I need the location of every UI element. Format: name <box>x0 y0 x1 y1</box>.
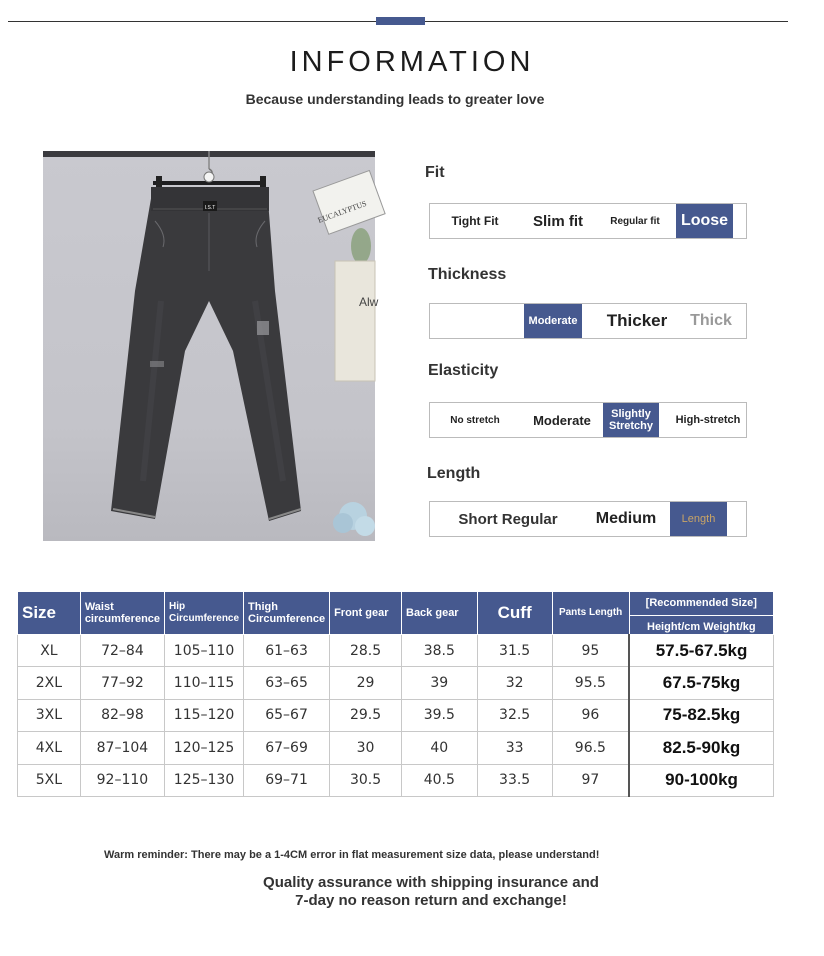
cell-cuff: 33 <box>477 732 552 764</box>
cell-recommended: 67.5-75kg <box>629 667 773 699</box>
cell-size: 4XL <box>18 732 81 764</box>
cell-pants-length: 96 <box>552 699 629 731</box>
top-accent-mark <box>376 17 425 25</box>
bag-label: Alw <box>359 295 379 309</box>
header-size: Size <box>18 592 81 635</box>
cell-hip: 125–130 <box>165 764 244 796</box>
header-back-gear: Back gear <box>402 592 478 635</box>
cell-recommended: 75-82.5kg <box>629 699 773 731</box>
cell-cuff: 33.5 <box>477 764 552 796</box>
elasticity-option-slightly-stretchy-selected: Slightly Stretchy <box>603 403 659 437</box>
cell-waist: 87–104 <box>80 732 164 764</box>
length-option-length-selected: Length <box>670 502 727 536</box>
cell-pants-length: 96.5 <box>552 732 629 764</box>
cell-waist: 72–84 <box>80 635 164 667</box>
cell-cuff: 32.5 <box>477 699 552 731</box>
length-label: Length <box>427 465 481 482</box>
table-row <box>18 732 774 764</box>
cell-thigh: 63–65 <box>244 667 330 699</box>
cell-size: 3XL <box>18 699 81 731</box>
length-option-short-regular: Short Regular <box>458 510 558 528</box>
cell-front-gear: 29.5 <box>330 699 402 731</box>
thickness-label: Thickness <box>428 266 507 283</box>
length-option-medium: Medium <box>595 510 657 527</box>
cell-thigh: 61–63 <box>244 635 330 667</box>
cell-front-gear: 28.5 <box>330 635 402 667</box>
page-title: INFORMATION <box>289 46 535 78</box>
cell-back-gear: 39 <box>402 667 478 699</box>
thickness-option-moderate-selected: Moderate <box>524 304 582 338</box>
thickness-scale <box>429 303 747 339</box>
cell-back-gear: 40 <box>402 732 478 764</box>
table-row <box>18 764 774 796</box>
warm-reminder-text: Warm reminder: There may be a 1-4CM error in flat measurement size data, please understand! <box>104 849 600 861</box>
header-hip: Hip Circumference <box>165 592 244 635</box>
cell-waist: 92–110 <box>80 764 164 796</box>
waist-label: I.S.T <box>204 205 216 211</box>
header-recommended-title: [Recommended Size] <box>630 593 773 616</box>
quality-line-2: 7-day no reason return and exchange! <box>295 892 567 909</box>
elasticity-scale <box>429 402 747 438</box>
page-subtitle: Because understanding leads to greater love <box>245 91 545 107</box>
cell-back-gear: 40.5 <box>402 764 478 796</box>
header-recommended <box>629 592 773 635</box>
cell-cuff: 31.5 <box>477 635 552 667</box>
fit-option-loose-selected: Loose <box>676 204 733 238</box>
cell-waist: 77–92 <box>80 667 164 699</box>
header-front-gear: Front gear <box>330 592 402 635</box>
cell-hip: 105–110 <box>165 635 244 667</box>
length-scale <box>429 501 747 537</box>
elasticity-option-no-stretch: No stretch <box>450 414 500 426</box>
cell-size: 2XL <box>18 667 81 699</box>
fit-label: Fit <box>425 164 445 181</box>
cell-pants-length: 95 <box>552 635 629 667</box>
cell-back-gear: 38.5 <box>402 635 478 667</box>
cell-back-gear: 39.5 <box>402 699 478 731</box>
thickness-option-thick: Thick <box>690 312 732 329</box>
size-table-header-row <box>18 592 774 635</box>
product-photo <box>43 151 379 541</box>
cell-hip: 115–120 <box>165 699 244 731</box>
table-row <box>18 699 774 731</box>
table-row <box>18 635 774 667</box>
fit-option-slim: Slim fit <box>532 212 583 230</box>
quality-assurance-text <box>221 874 641 910</box>
header-recommended-sub: Height/cm Weight/kg <box>647 621 756 633</box>
cell-recommended: 90-100kg <box>629 764 773 796</box>
header-waist: Waist circumference <box>80 592 164 635</box>
size-table <box>17 591 774 797</box>
cell-recommended: 57.5-67.5kg <box>629 635 773 667</box>
cell-front-gear: 30 <box>330 732 402 764</box>
cell-hip: 110–115 <box>165 667 244 699</box>
cell-thigh: 65–67 <box>244 699 330 731</box>
jeans-illustration <box>43 151 379 541</box>
cell-thigh: 69–71 <box>244 764 330 796</box>
elasticity-label: Elasticity <box>428 362 499 379</box>
quality-line-1: Quality assurance with shipping insurance and <box>263 874 599 891</box>
cell-front-gear: 30.5 <box>330 764 402 796</box>
fit-option-regular: Regular fit <box>610 215 660 227</box>
cell-size: XL <box>18 635 81 667</box>
elasticity-option-high-stretch: High-stretch <box>675 414 741 426</box>
cell-recommended: 82.5-90kg <box>629 732 773 764</box>
cell-thigh: 67–69 <box>244 732 330 764</box>
cell-pants-length: 97 <box>552 764 629 796</box>
cell-cuff: 32 <box>477 667 552 699</box>
book-label: EUCALYPTUS <box>316 198 368 225</box>
header-thigh: Thigh Circumference <box>244 592 330 635</box>
cell-hip: 120–125 <box>165 732 244 764</box>
cell-front-gear: 29 <box>330 667 402 699</box>
thickness-option-thicker: Thicker <box>606 311 668 330</box>
header-pants-length: Pants Length <box>552 592 629 635</box>
table-row <box>18 667 774 699</box>
fit-scale <box>429 203 747 239</box>
cell-pants-length: 95.5 <box>552 667 629 699</box>
elasticity-option-moderate: Moderate <box>533 412 591 428</box>
header-cuff: Cuff <box>477 592 552 635</box>
cell-waist: 82–98 <box>80 699 164 731</box>
cell-size: 5XL <box>18 764 81 796</box>
fit-option-tight: Tight Fit <box>451 214 499 228</box>
